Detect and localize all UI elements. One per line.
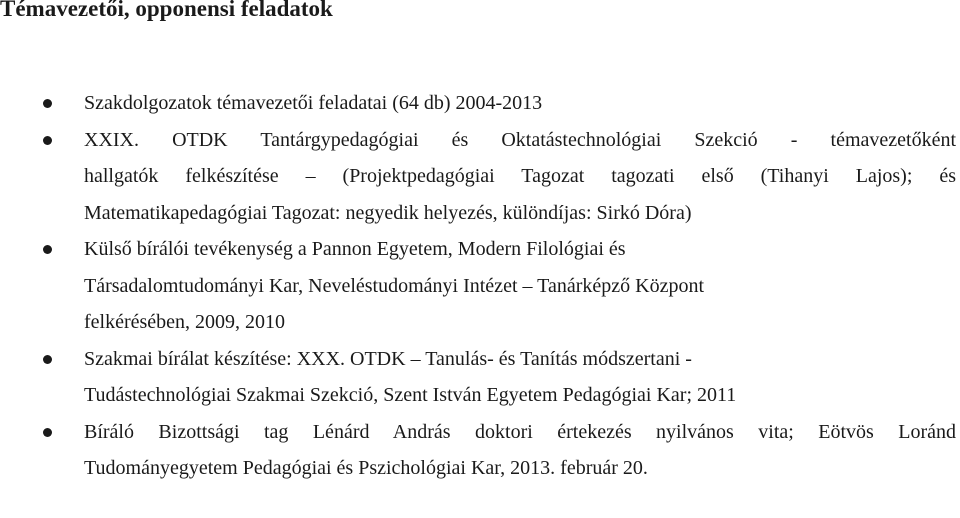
item-text-line: XXIX. OTDK Tantárgypedagógiai és Oktatástechnológiai Szekció - témavezetőként: [84, 128, 956, 151]
list-item: [0, 231, 960, 341]
item-text-line: Külső bírálói tevékenység a Pannon Egyetem, Modern Filológiai és: [84, 238, 626, 260]
item-text-line: Tudományegyetem Pedagógiai és Pszichológiai Kar, 2013. február 20.: [84, 457, 648, 479]
bullet-icon: [43, 355, 52, 364]
list-item: [0, 122, 960, 232]
item-text-line: Tudástechnológiai Szakmai Szekció, Szent István Egyetem Pedagógiai Kar; 2011: [84, 384, 737, 406]
item-text-line: hallgatók felkészítése – (Projektpedagógiai Tagozat tagozati első (Tihanyi Lajos); és: [84, 165, 956, 187]
duties-list: [0, 85, 960, 487]
section-heading: Témavezetői, opponensi feladatok: [0, 0, 333, 21]
list-item: [0, 341, 960, 414]
bullet-icon: [43, 428, 52, 437]
item-text-line: Társadalomtudományi Kar, Neveléstudományi Intézet – Tanárképző Központ: [84, 274, 704, 297]
bullet-icon: [43, 99, 52, 108]
item-text-line: felkérésében, 2009, 2010: [84, 311, 286, 333]
item-text-line: Bíráló Bizottsági tag Lénárd András doktori értekezés nyilvános vita; Eötvös Loránd: [84, 420, 956, 443]
item-text-line: Szakdolgozatok témavezetői feladatai (64 db) 2004-2013: [84, 92, 543, 114]
bullet-icon: [43, 245, 52, 254]
item-text-line: Szakmai bírálat készítése: XXX. OTDK – Tanulás- és Tanítás módszertani -: [84, 347, 692, 370]
item-text-line: Matematikapedagógiai Tagozat: negyedik helyezés, különdíjas: Sirkó Dóra): [84, 201, 692, 224]
list-item: [0, 414, 960, 487]
list-item: [0, 85, 960, 122]
bullet-icon: [43, 136, 52, 145]
